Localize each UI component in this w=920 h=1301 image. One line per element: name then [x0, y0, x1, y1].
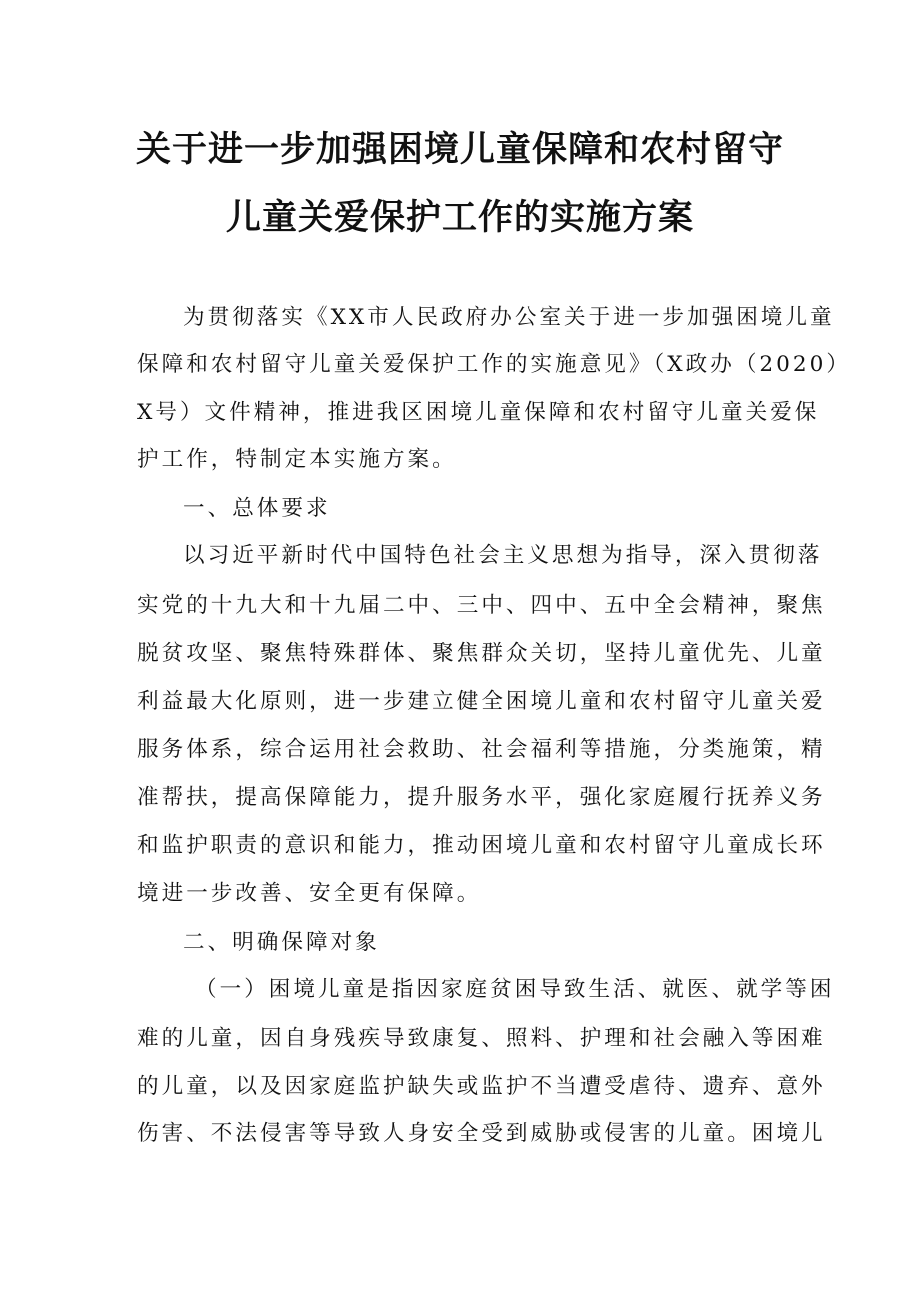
- paragraph-requirements-line-5: 服务体系，综合运用社会救助、社会福利等措施，分类施策，精: [137, 737, 826, 762]
- paragraph-intro-line-4: 护工作，特制定本实施方案。: [137, 447, 457, 472]
- paragraph-targets-line-2: 难的儿童，因自身残疾导致康复、照料、护理和社会融入等困难: [137, 1026, 826, 1051]
- document-title-line-2: 儿童关爱保护工作的实施方案: [225, 198, 694, 238]
- paragraph-requirements-line-6: 准帮扶，提高保障能力，提升服务水平，强化家庭履行抚养义务: [137, 785, 826, 810]
- paragraph-requirements-line-3: 脱贫攻坚、聚焦特殊群体、聚焦群众关切，坚持儿童优先、儿童: [137, 641, 826, 666]
- paragraph-intro-line-2: 保障和农村留守儿童关爱保护工作的实施意见》（X政办（2020）: [137, 352, 851, 377]
- paragraph-intro-line-1: 为贯彻落实《XX市人民政府办公室关于进一步加强困境儿童: [183, 305, 835, 330]
- paragraph-requirements-line-2: 实党的十九大和十九届二中、三中、四中、五中全会精神，聚焦: [137, 593, 826, 618]
- section-heading-1: 一、总体要求: [183, 496, 331, 521]
- paragraph-targets-line-1: （一）困境儿童是指因家庭贫困导致生活、就医、就学等困: [195, 977, 835, 1002]
- paragraph-intro-line-3: X号）文件精神，推进我区困境儿童保障和农村留守儿童关爱保: [137, 400, 820, 425]
- document-title-line-1: 关于进一步加强困境儿童保障和农村留守: [135, 130, 784, 170]
- paragraph-requirements-line-4: 利益最大化原则，进一步建立健全困境儿童和农村留守儿童关爱: [137, 689, 826, 714]
- paragraph-targets-line-3: 的儿童，以及因家庭监护缺失或监护不当遭受虐待、遗弃、意外: [137, 1074, 826, 1099]
- section-heading-2: 二、明确保障对象: [183, 930, 380, 955]
- paragraph-targets-line-4: 伤害、不法侵害等导致人身安全受到威胁或侵害的儿童。困境儿: [137, 1121, 826, 1146]
- paragraph-requirements-line-1: 以习近平新时代中国特色社会主义思想为指导，深入贯彻落: [183, 543, 823, 568]
- paragraph-requirements-line-7: 和监护职责的意识和能力，推动困境儿童和农村留守儿童成长环: [137, 833, 826, 858]
- paragraph-requirements-line-8: 境进一步改善、安全更有保障。: [137, 881, 482, 906]
